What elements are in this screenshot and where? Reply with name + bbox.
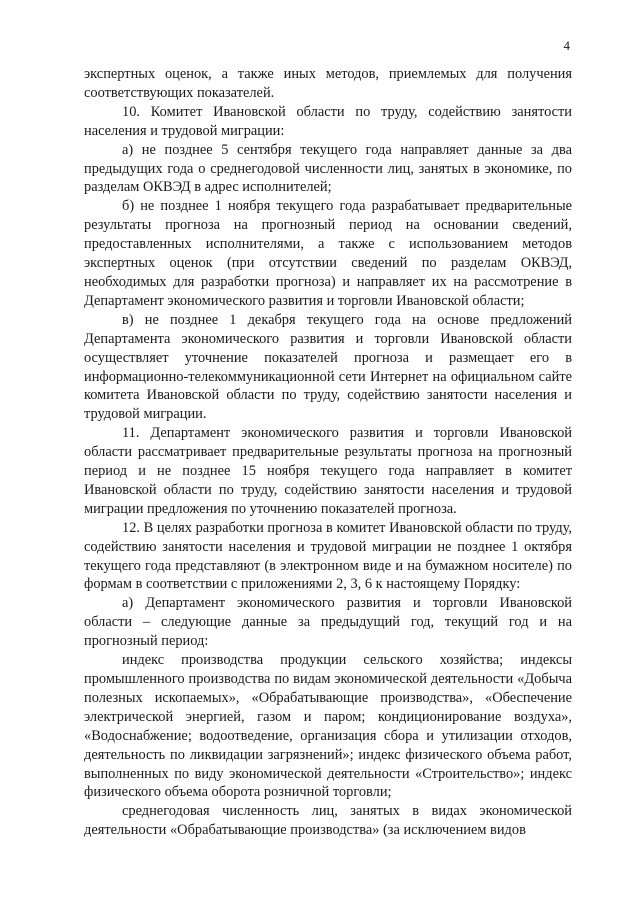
document-text	[84, 65, 572, 840]
paragraph-item-12a-indices: индекс производства продукции сельского хозяйства; индексы промышленного производства по видам экономической деятельности «Добыча полезных ископаемых», «Обрабатывающие производства», «Обеспечение электрической энергией, газом и паром; кондиционирование воздуха», «Водоснабжение; водоотведение, организация сбора и утилизации отходов, деятельность по ликвидации загрязнений»; индекс физического объема работ, выполненных по виду экономической деятельности «Строительство»; индекс физического объема оборота розничной торговли;	[84, 652, 572, 801]
paragraph-item-11: 11. Департамент экономического развития и торговли Ивановской области рассматривает предварительные результаты прогноза на прогнозный период и не позднее 15 ноября текущего года направляет в комитет Ивановской области по труду, содействию занятости населения и трудовой миграции предложения по уточнению показателей прогноза.	[84, 425, 572, 517]
paragraph-item-10: 10. Комитет Ивановской области по труду, содействию занятости населения и трудовой миграции:	[84, 103, 572, 139]
paragraph-item-10v: в) не позднее 1 декабря текущего года на основе предложений Департамента экономического развития и торговли Ивановской области осуществляет уточнение показателей прогноза и размещает его в информационно-телекоммуникационной сети Интернет на официальном сайте комитета Ивановской области по труду, содействию занятости населения и трудовой миграции.	[84, 311, 572, 423]
page-number: 4	[563, 38, 570, 53]
paragraph-continuation: экспертных оценок, а также иных методов, приемлемых для получения соответствующих показателей.	[84, 66, 572, 101]
paragraph-item-10b: б) не позднее 1 ноября текущего года разрабатывает предварительные результаты прогноза на прогнозный период на основании сведений, предоставленных исполнителями, а также с использованием методов экспертных оценок (при отсутствии сведений по разделам ОКВЭД, необходимых для разработки прогноза) и направляет их на рассмотрение в Департамент экономического развития и торговли Ивановской области;	[84, 198, 572, 309]
paragraph-item-12a: а) Департамент экономического развития и торговли Ивановской области – следующие данные за предыдущий год, текущий год и на прогнозный период:	[84, 595, 572, 650]
paragraph-item-12a-employment: среднегодовая численность лиц, занятых в видах экономической деятельности «Обрабатывающие производства» (за исключением видов	[84, 803, 572, 839]
paragraph-item-10a: а) не позднее 5 сентября текущего года направляет данные за два предыдущих года о среднегодовой численности лиц, занятых в экономике, по разделам ОКВЭД в адрес исполнителей;	[84, 141, 572, 196]
paragraph-item-12: 12. В целях разработки прогноза в комитет Ивановской области по труду, содействию занятости населения и трудовой миграции не позднее 1 октября текущего года представляют (в электронном виде и на бумажном носителе) по формам в соответствии с приложениями 2, 3, 6 к настоящему Порядку:	[84, 519, 572, 593]
